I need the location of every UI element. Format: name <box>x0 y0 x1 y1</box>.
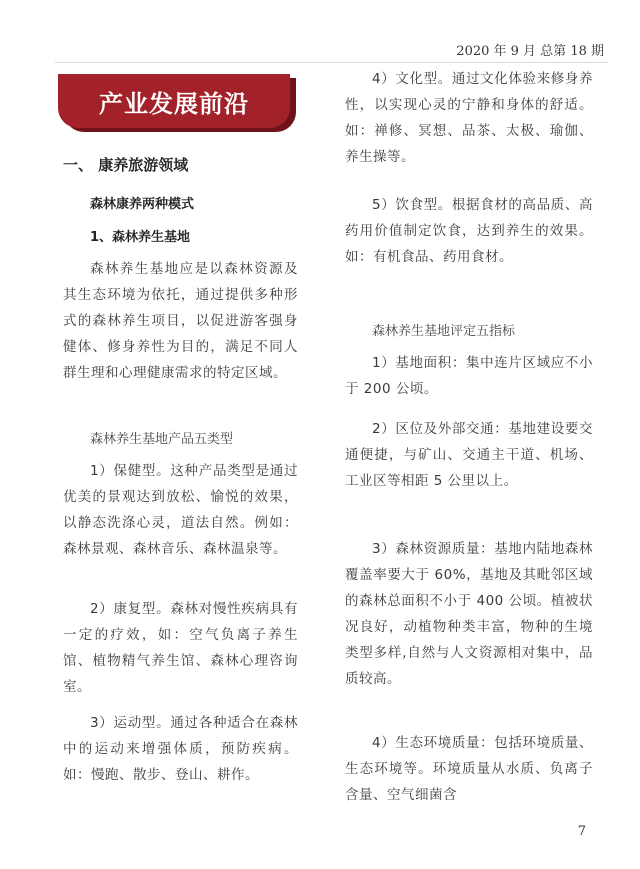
type5-paragraph: 5）饮食型。根据食材的高品质、高药用价值制定饮食，达到养生的效果。如：有机食品、药用食材。 <box>345 197 593 265</box>
type2-paragraph: 2）康复型。森林对慢性疾病具有一定的疗效，如：空气负离子养生馆、植物精气养生馆、森林心理咨询室。 <box>63 601 298 695</box>
section-heading: 一、 康养旅游领域 <box>63 156 189 174</box>
page-number: 7 <box>577 824 586 839</box>
criterion3-paragraph: 3）森林资源质量：基地内陆地森林覆盖率要大于 60%，基地及其毗邻区域的森林总面积不小于 400 公顷。植被状况良好，动植物种类丰富，物种的生境类型多样,自然与人文资源相对集中，品质较高。 <box>345 541 593 687</box>
intro-paragraph: 森林养生基地应是以森林资源及其生态环境为依托，通过提供多种形式的森林养生项目，以促进游客强身健体、修身养性为目的，满足不同人群生理和心理健康需求的特定区域。 <box>63 261 298 381</box>
section-banner <box>58 74 290 128</box>
criterion2-paragraph: 2）区位及外部交通：基地建设要交通便捷，与矿山、交通主干道、机场、工业区等相距 5 公里以上。 <box>345 421 593 489</box>
issue-header: 2020 年 9 月 总第 18 期 <box>456 44 604 59</box>
criterion1-paragraph: 1）基地面积：集中连片区域应不小于 200 公顷。 <box>345 355 593 397</box>
header-rule <box>55 62 608 63</box>
type1-paragraph: 1）保健型。这种产品类型是通过优美的景观达到放松、愉悦的效果，以静态洗涤心灵，道法自然。例如：森林景观、森林音乐、森林温泉等。 <box>63 463 298 557</box>
type4-paragraph: 4）文化型。通过文化体验来修身养性，以实现心灵的宁静和身体的舒适。如：禅修、冥想、品茶、太极、瑜伽、养生操等。 <box>345 71 593 165</box>
criterion4-paragraph: 4）生态环境质量：包括环境质量、生态环境等。环境质量从水质、负离子含量、空气细菌含 <box>345 735 593 803</box>
criteria-heading: 森林养生基地评定五指标 <box>372 324 516 339</box>
types-heading: 森林养生基地产品五类型 <box>90 432 234 447</box>
item-heading: 1、森林养生基地 <box>90 230 191 245</box>
banner-title: 产业发展前沿 <box>99 90 249 118</box>
subsection-heading: 森林康养两种模式 <box>90 197 195 212</box>
type3-paragraph: 3）运动型。通过各种适合在森林中的运动来增强体质，预防疾病。如：慢跑、散步、登山、耕作。 <box>63 715 298 783</box>
